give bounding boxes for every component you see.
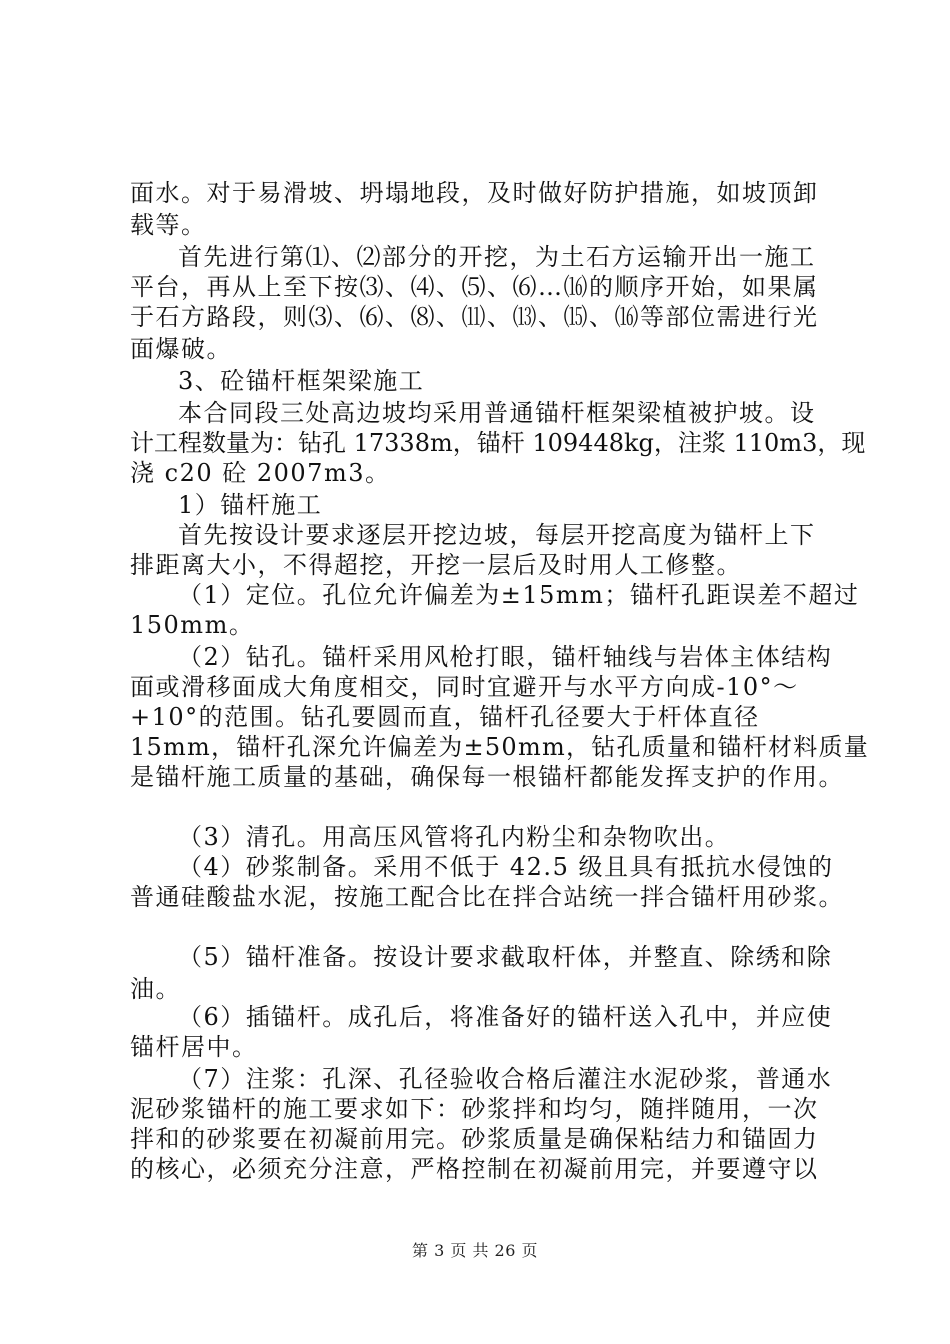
body-line: 排距离大小，不得超挖，开挖一层后及时用人工修整。 <box>130 551 742 579</box>
body-line: 普通硅酸盐水泥，按施工配合比在拌合站统一拌合锚杆用砂浆。 <box>130 883 844 911</box>
body-line: （1）定位。孔位允许偏差为±15mm；锚杆孔距误差不超过 <box>178 581 860 609</box>
body-line: 泥砂浆锚杆的施工要求如下：砂浆拌和均匀，随拌随用，一次 <box>130 1095 819 1123</box>
body-line: +10°的范围。钻孔要圆而直，锚杆孔径要大于杆体直径 <box>130 703 760 731</box>
body-line: 平台，再从上至下按⑶、⑷、⑸、⑹…⒃的顺序开始，如果属 <box>130 273 819 301</box>
body-line: 15mm，锚杆孔深允许偏差为±50mm，钻孔质量和锚杆材料质量 <box>130 733 869 761</box>
body-line: 首先按设计要求逐层开挖边坡，每层开挖高度为锚杆上下 <box>178 521 816 549</box>
body-line: （3）清孔。用高压风管将孔内粉尘和杂物吹出。 <box>178 823 731 851</box>
body-line: 载等。 <box>130 211 207 239</box>
body-line: 锚杆居中。 <box>130 1033 258 1061</box>
page-number-footer: 第 3 页 共 26 页 <box>412 1241 538 1260</box>
body-line: 首先进行第⑴、⑵部分的开挖，为土石方运输开出一施工 <box>178 243 816 271</box>
body-line: 计工程数量为：钻孔 17338m，锚杆 109448kg，注浆 110m3，现 <box>130 429 866 457</box>
body-line: 油。 <box>130 975 181 1003</box>
section-heading: 3、砼锚杆框架梁施工 <box>178 367 425 395</box>
body-line: 的核心，必须充分注意，严格控制在初凝前用完，并要遵守以 <box>130 1155 819 1183</box>
body-line: （7）注浆：孔深、孔径验收合格后灌注水泥砂浆，普通水 <box>178 1065 833 1093</box>
body-line: 面水。对于易滑坡、坍塌地段，及时做好防护措施，如坡顶卸 <box>130 179 819 207</box>
body-line: 150mm。 <box>130 611 255 639</box>
body-line: 本合同段三处高边坡均采用普通锚杆框架梁植被护坡。设 <box>178 399 816 427</box>
body-line: 于石方路段，则⑶、⑹、⑻、⑾、⒀、⒂、⒃等部位需进行光 <box>130 303 819 331</box>
body-line: 是锚杆施工质量的基础，确保每一根锚杆都能发挥支护的作用。 <box>130 763 844 791</box>
body-line: （4）砂浆制备。采用不低于 42.5 级且具有抵抗水侵蚀的 <box>178 853 834 881</box>
subsection-heading: 1）锚杆施工 <box>178 491 323 519</box>
body-line: 拌和的砂浆要在初凝前用完。砂浆质量是确保粘结力和锚固力 <box>130 1125 819 1153</box>
body-line: （2）钻孔。锚杆采用风枪打眼，锚杆轴线与岩体主体结构 <box>178 643 833 671</box>
body-line: （6）插锚杆。成孔后，将准备好的锚杆送入孔中，并应使 <box>178 1003 833 1031</box>
body-line: 面或滑移面成大角度相交，同时宜避开与水平方向成-10°～ <box>130 673 799 701</box>
body-line: 面爆破。 <box>130 335 232 363</box>
body-line: 浇 c20 砼 2007m3。 <box>130 459 391 487</box>
body-line: （5）锚杆准备。按设计要求截取杆体，并整直、除绣和除 <box>178 943 833 971</box>
